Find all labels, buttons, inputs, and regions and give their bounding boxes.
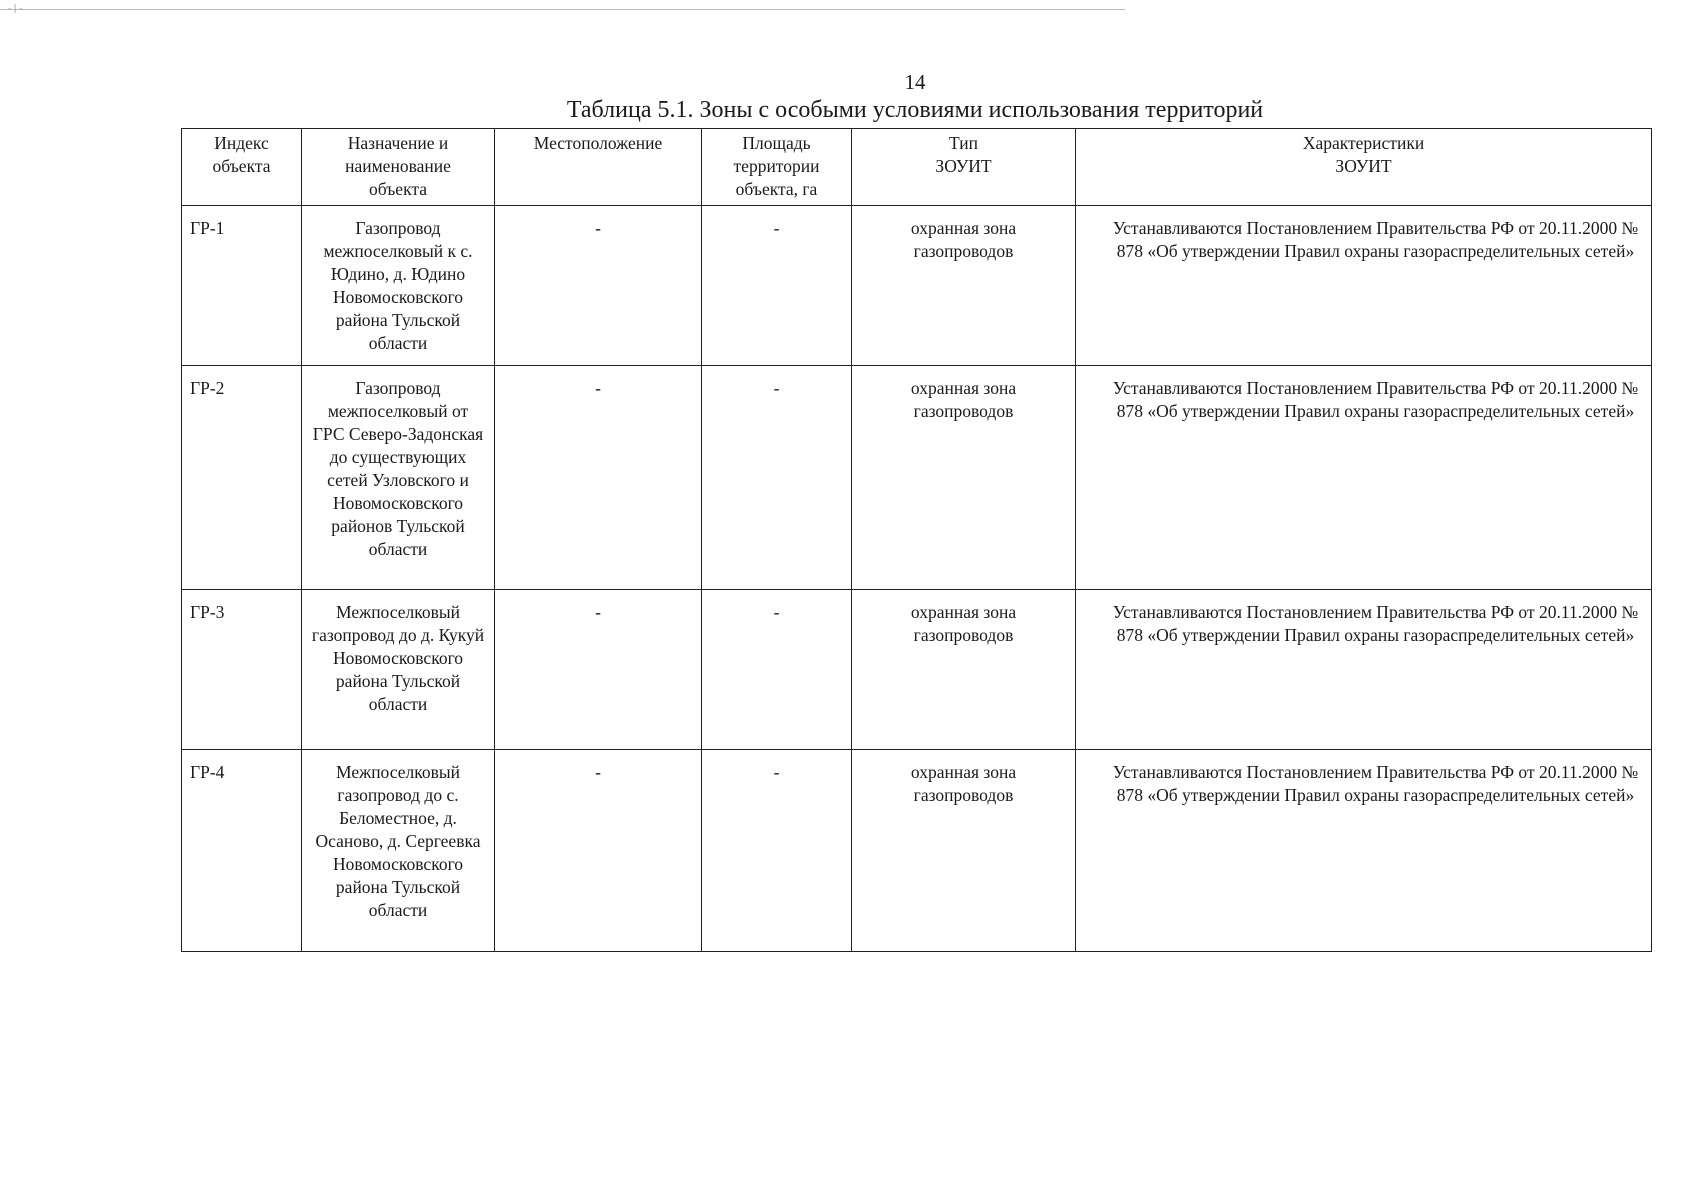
cell-area: - bbox=[702, 750, 852, 952]
table-header-row bbox=[182, 129, 1652, 206]
cell-characteristics: Устанавливаются Постановлением Правительства РФ от 20.11.2000 № 878 «Об утверждении Правил охраны газораспределительных сетей» bbox=[1076, 590, 1652, 750]
cell-name: Газопровод межпоселковый к с. Юдино, д. Юдино Новомосковского района Тульской области bbox=[302, 206, 495, 366]
cell-name: Газопровод межпоселковый от ГРС Северо-Задонская до существующих сетей Узловского и Новомосковского районов Тульской области bbox=[302, 366, 495, 590]
header-index: Индекс объекта bbox=[182, 129, 302, 206]
table-title: Таблица 5.1. Зоны с особыми условиями использования территорий bbox=[566, 97, 1264, 123]
cell-characteristics: Устанавливаются Постановлением Правительства РФ от 20.11.2000 № 878 «Об утверждении Правил охраны газораспределительных сетей» bbox=[1076, 366, 1652, 590]
cell-location: - bbox=[495, 590, 702, 750]
cell-type: охранная зона газопроводов bbox=[852, 206, 1076, 366]
cell-characteristics: Устанавливаются Постановлением Правительства РФ от 20.11.2000 № 878 «Об утверждении Правил охраны газораспределительных сетей» bbox=[1076, 206, 1652, 366]
cell-area: - bbox=[702, 366, 852, 590]
cell-location: - bbox=[495, 750, 702, 952]
header-location: Местоположение bbox=[495, 129, 702, 206]
table-row bbox=[182, 366, 1652, 590]
table-row bbox=[182, 206, 1652, 366]
cell-type: охранная зона газопроводов bbox=[852, 590, 1076, 750]
cell-name: Межпоселковый газопровод до д. Кукуй Новомосковского района Тульской области bbox=[302, 590, 495, 750]
cell-index: ГР-3 bbox=[182, 590, 302, 750]
cell-characteristics: Устанавливаются Постановлением Правительства РФ от 20.11.2000 № 878 «Об утверждении Правил охраны газораспределительных сетей» bbox=[1076, 750, 1652, 952]
page-number: 14 bbox=[904, 70, 926, 94]
cell-name: Межпоселковый газопровод до с. Беломестное, д. Осаново, д. Сергеевка Новомосковского района Тульской области bbox=[302, 750, 495, 952]
header-characteristics: Характеристики ЗОУИТ bbox=[1076, 129, 1652, 206]
cell-index: ГР-4 bbox=[182, 750, 302, 952]
cell-type: охранная зона газопроводов bbox=[852, 366, 1076, 590]
cell-area: - bbox=[702, 206, 852, 366]
scan-edge-line bbox=[0, 9, 1125, 10]
cell-location: - bbox=[495, 366, 702, 590]
cell-type: охранная зона газопроводов bbox=[852, 750, 1076, 952]
header-area: Площадь территории объекта, га bbox=[702, 129, 852, 206]
table-row bbox=[182, 590, 1652, 750]
zones-table bbox=[181, 128, 1652, 952]
scan-mark: -|- bbox=[7, 4, 24, 14]
header-name: Назначение и наименование объекта bbox=[302, 129, 495, 206]
cell-location: - bbox=[495, 206, 702, 366]
cell-index: ГР-2 bbox=[182, 366, 302, 590]
header-type: Тип ЗОУИТ bbox=[852, 129, 1076, 206]
table-row bbox=[182, 750, 1652, 952]
cell-index: ГР-1 bbox=[182, 206, 302, 366]
cell-area: - bbox=[702, 590, 852, 750]
